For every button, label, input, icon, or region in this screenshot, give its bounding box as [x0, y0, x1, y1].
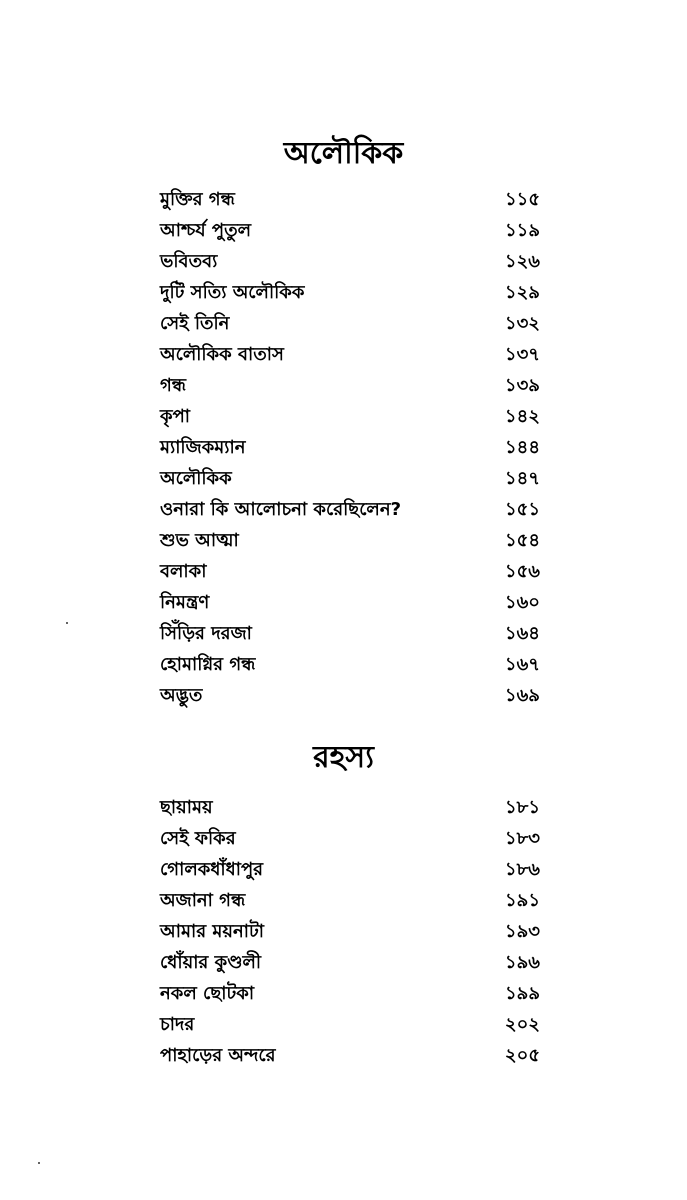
toc-entry	[160, 854, 540, 885]
entry-title: মুক্তির গন্ধ	[160, 189, 235, 210]
entry-page-number: ১৯১	[504, 890, 540, 911]
toc-entry	[160, 885, 540, 916]
toc-entry	[160, 339, 540, 370]
entry-title: ভবিতব্য	[160, 251, 218, 272]
toc-entry	[160, 184, 540, 215]
entry-page-number: ১৬৯	[504, 685, 540, 706]
entry-title: সেই তিনি	[160, 313, 230, 334]
entry-page-number: ২০২	[504, 1014, 540, 1035]
entry-page-number: ১১৫	[504, 189, 540, 210]
toc-entry	[160, 1040, 540, 1071]
toc-entry	[160, 370, 540, 401]
toc-entry	[160, 978, 540, 1009]
entry-title: ওনারা কি আলোচনা করেছিলেন?	[160, 499, 402, 520]
toc-entry	[160, 587, 540, 618]
entry-page-number: ১৪২	[504, 406, 540, 427]
entry-title: হোমাগ্নির গন্ধ	[160, 654, 256, 675]
toc-entry	[160, 618, 540, 649]
toc-entry	[160, 792, 540, 823]
section-heading-aloukik: অলৌকিক	[283, 136, 404, 171]
entry-page-number: ১৪৭	[504, 468, 540, 489]
entry-title: ছায়াময়	[160, 797, 213, 818]
entry-page-number: ২০৫	[504, 1045, 540, 1066]
entry-title: অদ্ভুত	[160, 685, 203, 706]
entry-title: কৃপা	[160, 406, 191, 427]
toc-entry	[160, 916, 540, 947]
entry-title: আমার ময়নাটা	[160, 921, 264, 942]
toc-entry	[160, 556, 540, 587]
entry-page-number: ১৬০	[504, 592, 540, 613]
toc-list-rohosyo	[160, 792, 540, 1071]
entry-title: বলাকা	[160, 561, 207, 582]
entry-page-number: ১৩৯	[504, 375, 540, 396]
toc-entry	[160, 463, 540, 494]
entry-page-number: ১১৯	[504, 220, 540, 241]
entry-page-number: ১৬৭	[504, 654, 540, 675]
toc-entry	[160, 308, 540, 339]
toc-entry	[160, 277, 540, 308]
toc-entry	[160, 680, 540, 711]
entry-title: অলৌকিক	[160, 468, 232, 489]
entry-page-number: ১৬৪	[504, 623, 540, 644]
entry-page-number: ১৯৬	[504, 952, 540, 973]
entry-page-number: ১৩৭	[504, 344, 540, 365]
entry-title: গোলকধাঁধাপুর	[160, 859, 264, 880]
toc-entry	[160, 1009, 540, 1040]
entry-page-number: ১৯৩	[504, 921, 540, 942]
entry-title: সেই ফকির	[160, 828, 236, 849]
toc-entry	[160, 494, 540, 525]
entry-page-number: ১৮১	[504, 797, 540, 818]
section-heading-rohosyo: রহস্য	[313, 740, 374, 775]
entry-page-number: ১৪৪	[504, 437, 540, 458]
entry-page-number: ১৮৩	[504, 828, 540, 849]
toc-entry	[160, 525, 540, 556]
entry-title: পাহাড়ের অন্দরে	[160, 1045, 276, 1066]
entry-page-number: ১৫১	[504, 499, 540, 520]
entry-title: দুটি সত্যি অলৌকিক	[160, 282, 305, 303]
entry-title: অলৌকিক বাতাস	[160, 344, 284, 365]
entry-title: আশ্চর্য পুতুল	[160, 220, 252, 241]
toc-entry	[160, 246, 540, 277]
entry-page-number: ১৫৪	[504, 530, 540, 551]
entry-title: ধোঁয়ার কুণ্ডলী	[160, 952, 262, 973]
entry-page-number: ১৫৬	[504, 561, 540, 582]
entry-page-number: ১২৯	[504, 282, 540, 303]
toc-entry	[160, 401, 540, 432]
entry-title: চাদর	[160, 1014, 195, 1035]
toc-entry	[160, 215, 540, 246]
print-speck	[38, 1162, 40, 1164]
entry-page-number: ১৮৬	[504, 859, 540, 880]
entry-page-number: ১৯৯	[504, 983, 540, 1004]
entry-title: শুভ আত্মা	[160, 530, 239, 551]
toc-entry	[160, 947, 540, 978]
entry-title: সিঁড়ির দরজা	[160, 623, 252, 644]
print-speck	[66, 622, 68, 624]
toc-entry	[160, 823, 540, 854]
entry-title: নিমন্ত্রণ	[160, 592, 210, 613]
entry-page-number: ১২৬	[504, 251, 540, 272]
entry-title: গন্ধ	[160, 375, 187, 396]
toc-list-aloukik	[160, 184, 540, 711]
entry-page-number: ১৩২	[504, 313, 540, 334]
entry-title: ম্যাজিকম্যান	[160, 437, 246, 458]
entry-title: নকল ছোটকা	[160, 983, 255, 1004]
toc-entry	[160, 649, 540, 680]
entry-title: অজানা গন্ধ	[160, 890, 246, 911]
toc-entry	[160, 432, 540, 463]
